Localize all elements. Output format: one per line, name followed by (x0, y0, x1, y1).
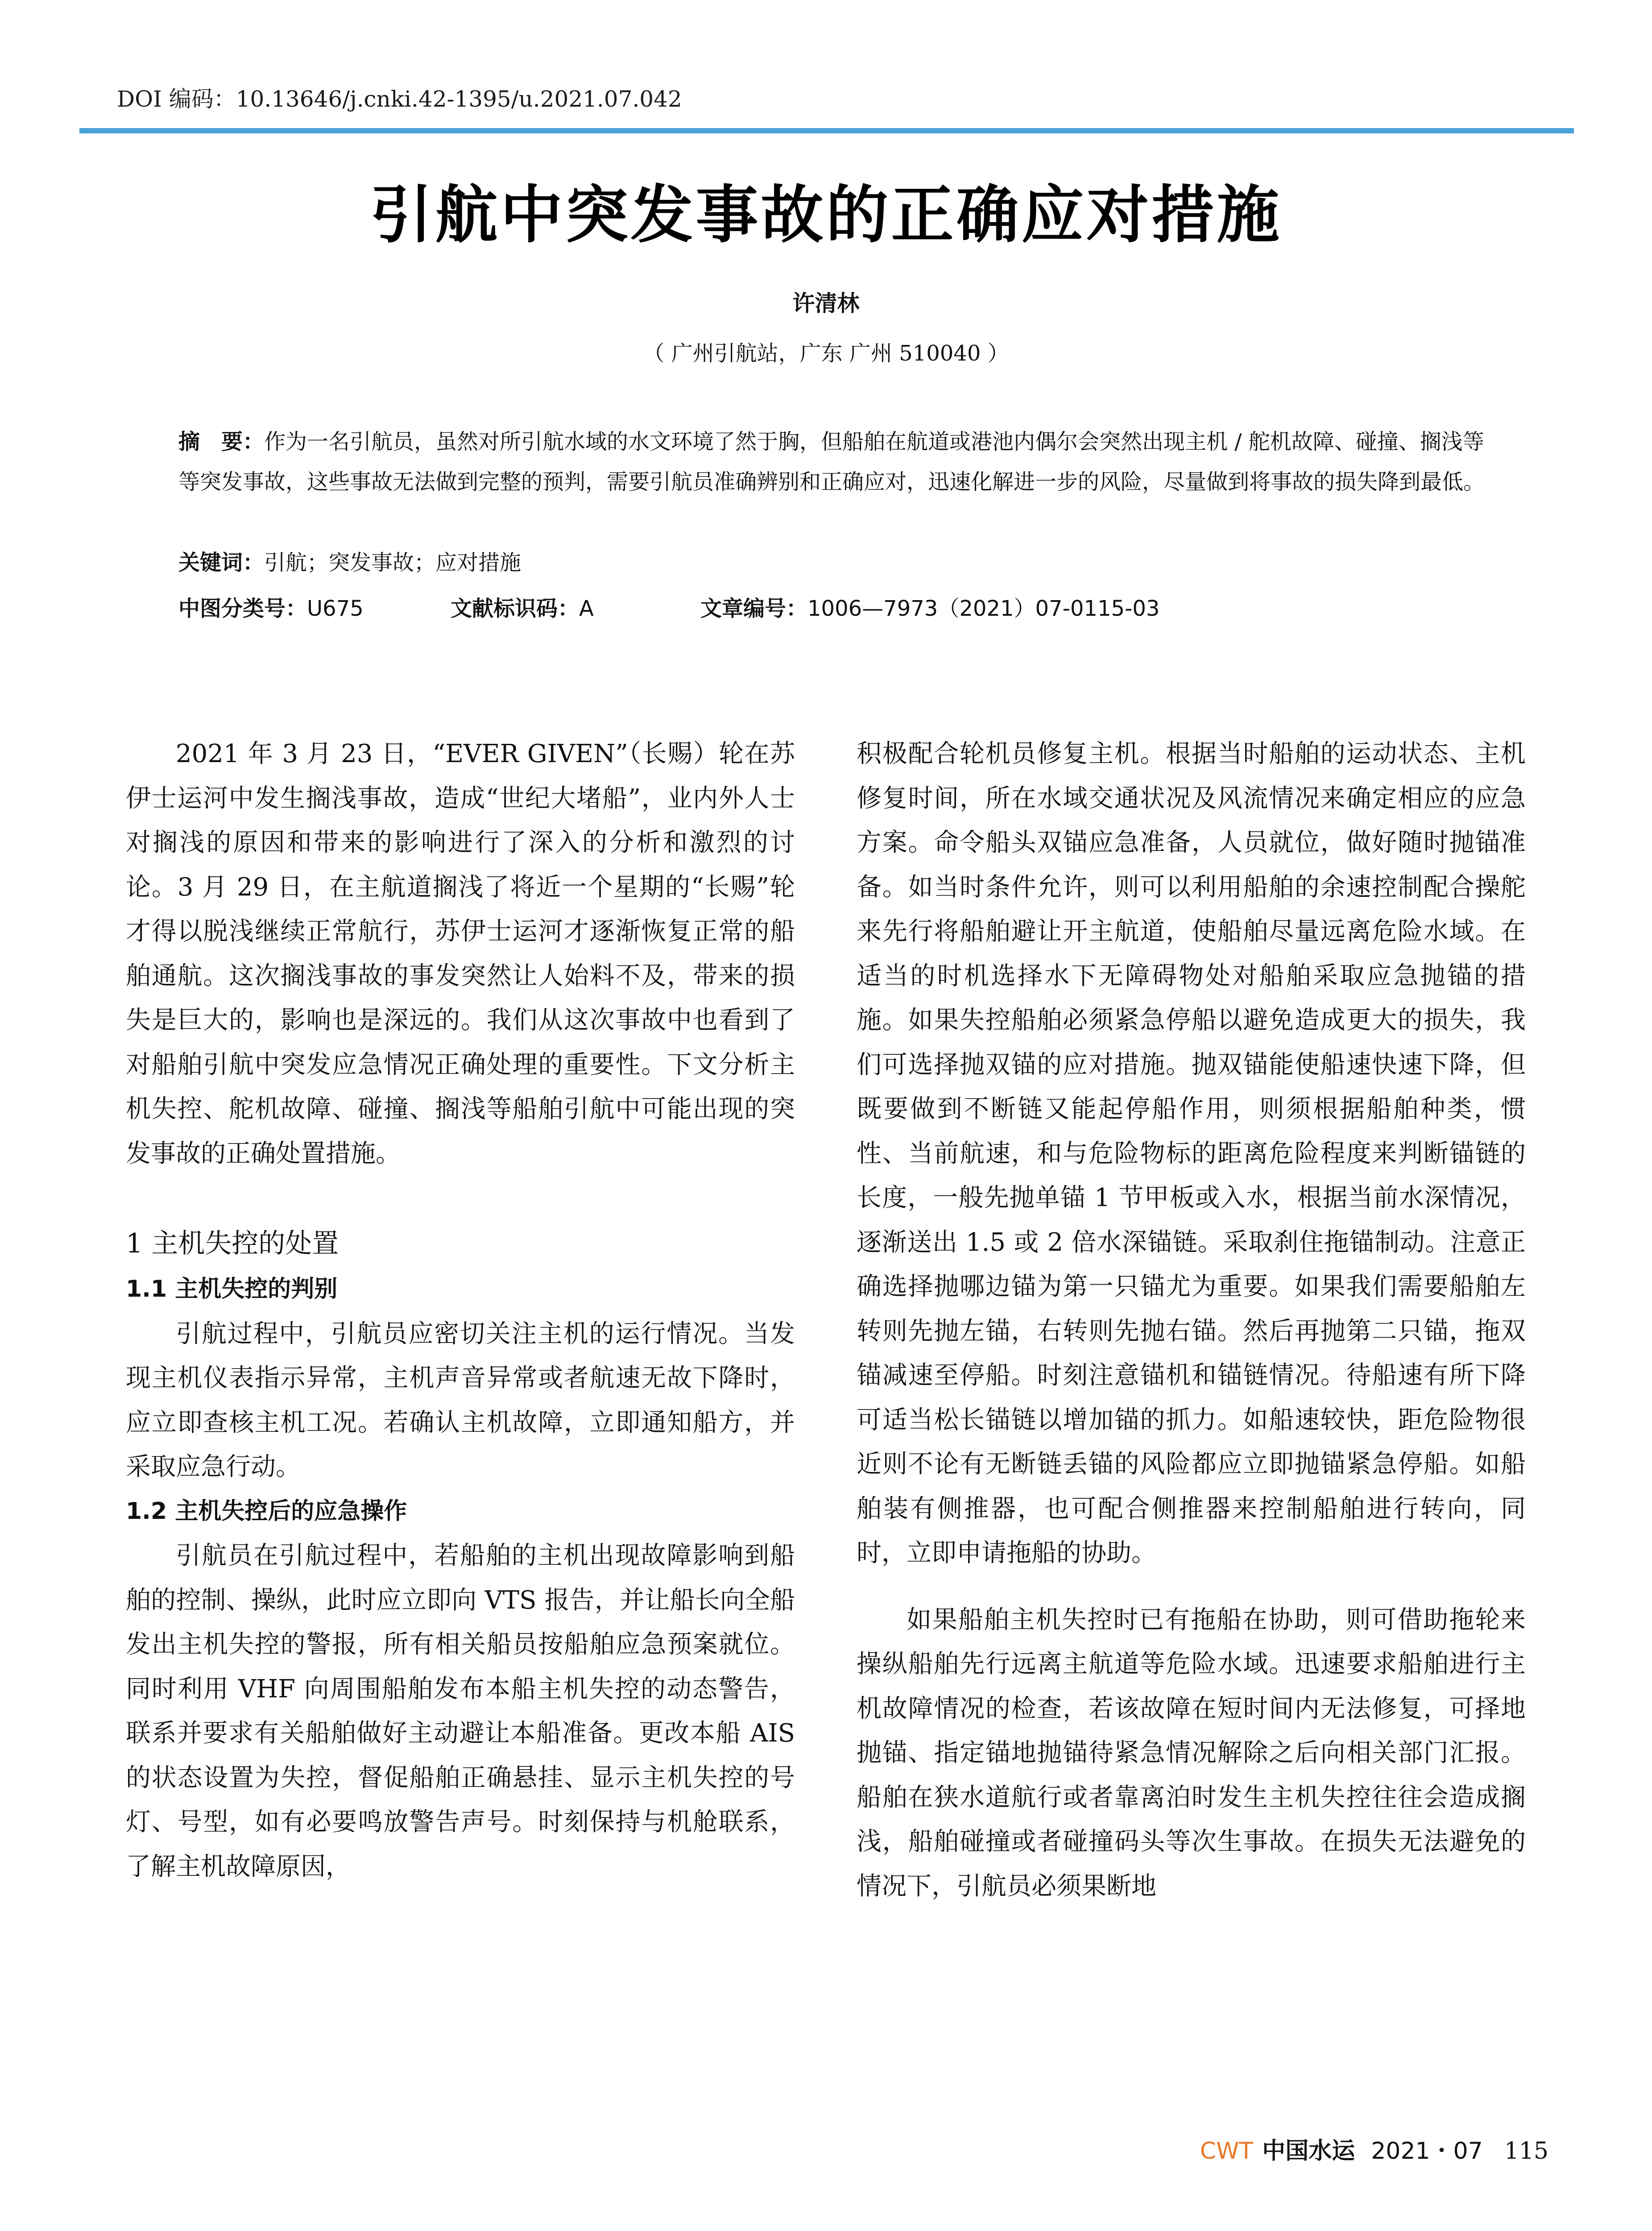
keywords-label: 关键词： (178, 550, 265, 575)
subsection-heading-1-1: 1.1 主机失控的判别 (126, 1276, 338, 1302)
section-heading-1: 1 主机失控的处置 (126, 1228, 339, 1259)
left-column (126, 732, 795, 1889)
abstract (178, 422, 1499, 502)
journal-logo: CWT (1200, 2138, 1254, 2165)
page-footer (1200, 2132, 1548, 2165)
abstract-label: 摘 要： (178, 429, 265, 454)
doc-value: A (579, 596, 594, 621)
author-affiliation: （ 广州引航站，广东 广州 510040 ） (643, 341, 1009, 366)
clc-label: 中图分类号： (178, 596, 307, 621)
subsection-heading-1-2: 1.2 主机失控后的应急操作 (126, 1497, 407, 1525)
journal-name: 中国水运 (1262, 2137, 1355, 2165)
intro-paragraph: 2021 年 3 月 23 日，“EVER GIVEN”（长赐）轮在苏伊士运河中发生搁浅事故，造成“世纪大堵船”，业内外人士对搁浅的原因和带来的影响进行了深入的分析和激烈的讨论。3 月 29 日，在主航道搁浅了将近一个星期的“长赐”轮才得以脱浅继续正常航行，苏伊士运河才逐渐恢复正常的船舶通航。这次搁浅事故的事发突然让人始料不及，带来的损失是巨大的，影响也是深远的。我们从这次事故中也看到了对船舶引航中突发应急情况正确处理的重要性。下文分析主机失控、舵机故障、碰撞、搁浅等船舶引航中可能出现的突发事故的正确处置措施。 (126, 739, 795, 1168)
article-title: 引航中突发事故的正确应对措施 (370, 178, 1282, 252)
doc-label: 文献标识码： (451, 596, 580, 621)
keywords (178, 545, 521, 576)
paragraph-1-2: 引航员在引航过程中，若船舶的主机出现故障影响到船舶的控制、操纵，此时应立即向 VTS 报告，并让船长向全船发出主机失控的警报，所有相关船员按船舶应急预案就位。同时利用 VHF 向周围船舶发布本船主机失控的动态警告，联系并要求有关船舶做好主动避让本船准备。更改本船 AIS 的状态设置为失控，督促船舶正确悬挂、显示主机失控的号灯、号型，如有必要鸣放警告声号。时刻保持与机舱联系，了解主机故障原因， (126, 1541, 795, 1881)
doi-line: DOI 编码：10.13646/j.cnki.42-1395/u.2021.07.042 (117, 86, 682, 112)
paragraph-continued: 积极配合轮机员修复主机。根据当时船舶的运动状态、主机修复时间，所在水域交通状况及风流情况来确定相应的应急方案。命令船头双锚应急准备，人员就位，做好随时抛锚准备。如当时条件允许，则可以利用船舶的余速控制配合操舵来先行将船舶避让开主航道，使船舶尽量远离危险水域。在适当的时机选择水下无障碍物处对船舶采取应急抛锚的措施。如果失控船舶必须紧急停船以避免造成更大的损失，我们可选择抛双锚的应对措施。抛双锚能使船速快速下降，但既要做到不断链又能起停船作用，则须根据船舶种类，惯性、当前航速，和与危险物标的距离危险程度来判断锚链的长度，一般先抛单锚 1 节甲板或入水，根据当前水深情况，逐渐送出 1.5 或 2 倍水深锚链。采取刹住拖锚制动。注意正确选择抛哪边锚为第一只锚尤为重要。如果我们需要船舶左转则先抛左锚，右转则先抛右锚。然后再抛第二只锚，拖双锚减速至停船。时刻注意锚机和锚链情况。待船速有所下降可适当松长锚链以增加锚的抓力。如船速较快，距危险物很近则不论有无断链丢锚的风险都应立即抛锚紧急停船。如船舶装有侧推器，也可配合侧推器来控制船舶进行转向，同时，立即申请拖船的协助。 (857, 739, 1526, 1568)
paragraph-1-1: 引航过程中，引航员应密切关注主机的运行情况。当发现主机仪表指示异常，主机声音异常或者航速无故下降时，应立即查核主机工况。若确认主机故障，立即通知船方，并采取应急行动。 (126, 1319, 795, 1481)
right-column (857, 732, 1526, 1908)
issue-number: 2021・07 (1371, 2138, 1483, 2165)
article-value: 1006—7973（2021）07-0115-03 (807, 596, 1160, 621)
abstract-text: 作为一名引航员，虽然对所引航水域的水文环境了然于胸，但船舶在航道或港池内偶尔会突然出现主机 / 舵机故障、碰撞、搁浅等等突发事故，这些事故无法做到完整的预判，需要引航员准确辨别和正确应对，迅速化解进一步的风险，尽量做到将事故的损失降到最低。 (178, 429, 1485, 494)
article-number (700, 591, 1159, 622)
clc-value: U675 (307, 596, 364, 621)
author-name: 许清林 (792, 290, 860, 316)
clc-number (178, 591, 364, 622)
doc-code (451, 591, 594, 622)
paragraph-tug-assist: 如果船舶主机失控时已有拖船在协助，则可借助拖轮来操纵船舶先行远离主航道等危险水域。迅速要求船舶进行主机故障情况的检查，若该故障在短时间内无法修复，可择地抛锚、指定锚地抛锚待紧急情况解除之后向相关部门汇报。船舶在狭水道航行或者靠离泊时发生主机失控往往会造成搁浅，船舶碰撞或者碰撞码头等次生事故。在损失无法避免的情况下，引航员必须果断地 (857, 1605, 1526, 1901)
article-label: 文章编号： (700, 596, 808, 621)
page-number: 115 (1504, 2138, 1548, 2165)
keywords-text: 引航；突发事故；应对措施 (264, 550, 522, 575)
header-rule (79, 128, 1574, 133)
